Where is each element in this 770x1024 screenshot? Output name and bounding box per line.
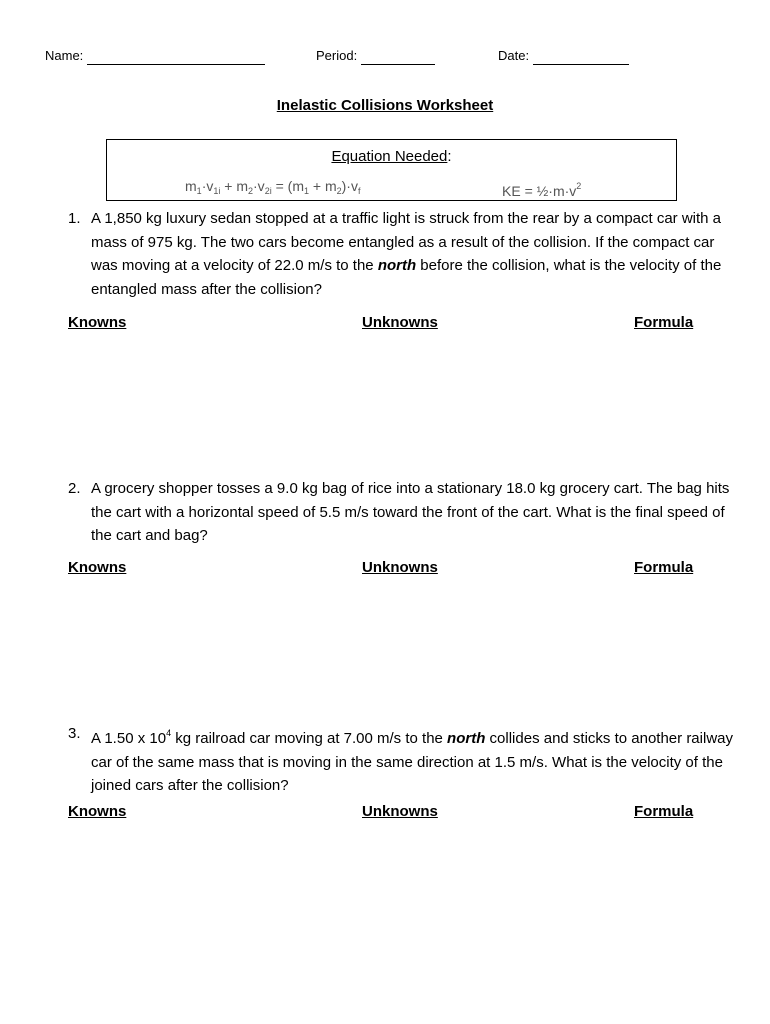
- eq-sub: 1i: [213, 186, 221, 196]
- problem-text-part: kg railroad car moving at 7.00 m/s to the: [171, 730, 448, 747]
- problem-text-part: A 1.50 x 10: [91, 730, 167, 747]
- problem-emphasis: north: [377, 257, 417, 274]
- problem-number: 1.: [68, 210, 81, 227]
- eq-part: )·v: [341, 178, 358, 194]
- eq-part: ·v: [201, 178, 214, 194]
- problem-text: [91, 722, 733, 798]
- problem-emphasis: north: [447, 730, 486, 747]
- name-field: [45, 47, 265, 65]
- equation-heading: [107, 148, 676, 166]
- period-label: Period:: [316, 48, 358, 63]
- period-blank[interactable]: [361, 50, 435, 65]
- period-field: [316, 47, 435, 65]
- unknowns-heading: Unknowns: [362, 559, 438, 576]
- name-label: Name:: [45, 48, 84, 63]
- problem-3: [68, 722, 733, 798]
- date-field: [498, 47, 629, 65]
- knowns-heading: Knowns: [68, 803, 127, 820]
- problem-1: [68, 207, 733, 301]
- momentum-equation: [185, 177, 360, 200]
- eq-sub: 1: [196, 186, 202, 196]
- problem-number: 2.: [68, 480, 81, 497]
- equation-heading-colon: :: [447, 148, 452, 165]
- date-blank[interactable]: [533, 50, 629, 65]
- equation-box: [106, 139, 677, 201]
- ke-base: KE = ½·m·v: [502, 183, 577, 199]
- problem-text: [91, 207, 733, 301]
- problem-2: [68, 477, 733, 548]
- problem-text-part: A grocery shopper tosses a 9.0 kg bag of rice into a stationary 18.0 kg grocery cart. The bag hits the cart with a horizontal speed of 5.5 m/s toward the front of the cart. What is the final speed of the cart and bag?: [91, 480, 730, 544]
- kinetic-energy-equation: [502, 177, 581, 200]
- knowns-heading: Knowns: [68, 559, 127, 576]
- ke-exponent: 2: [576, 181, 582, 191]
- unknowns-heading: Unknowns: [362, 803, 438, 820]
- eq-sub: f: [357, 186, 361, 196]
- problem-text-part: before the collision, what is the velocity of the entangled mass after the collision?: [91, 257, 722, 298]
- formula-heading: Formula: [634, 803, 694, 820]
- eq-sub: 2: [248, 186, 254, 196]
- eq-sub: 2i: [264, 186, 272, 196]
- problem-number: 3.: [68, 725, 81, 742]
- problem-text: [91, 477, 733, 548]
- date-label: Date:: [498, 48, 530, 63]
- equation-heading-text: Equation Needed: [331, 148, 448, 165]
- eq-part: + m: [309, 178, 337, 194]
- name-blank[interactable]: [87, 50, 265, 65]
- knowns-heading: Knowns: [68, 314, 127, 331]
- eq-sub: 2: [336, 186, 342, 196]
- eq-part: m: [185, 178, 197, 194]
- problem-exponent: 4: [166, 728, 172, 738]
- eq-part: + m: [220, 178, 248, 194]
- worksheet-title: Inelastic Collisions Worksheet: [276, 97, 494, 114]
- eq-part: ·v: [253, 178, 265, 194]
- formula-heading: Formula: [634, 559, 694, 576]
- problem-text-part: collides and sticks to another railway car of the same mass that is moving in the same direction at 1.5 m/s. What is the velocity of the joined cars after the collision?: [91, 730, 733, 794]
- formula-heading: Formula: [634, 314, 694, 331]
- unknowns-heading: Unknowns: [362, 314, 438, 331]
- problem-text-part: A 1,850 kg luxury sedan stopped at a traffic light is struck from the rear by a compact car with a mass of 975 kg. The two cars become entangled as a result of the collision. If the compact car was moving at a velocity of 22.0 m/s to the: [91, 210, 722, 274]
- eq-sub: 1: [303, 186, 309, 196]
- eq-part: = (m: [271, 178, 304, 194]
